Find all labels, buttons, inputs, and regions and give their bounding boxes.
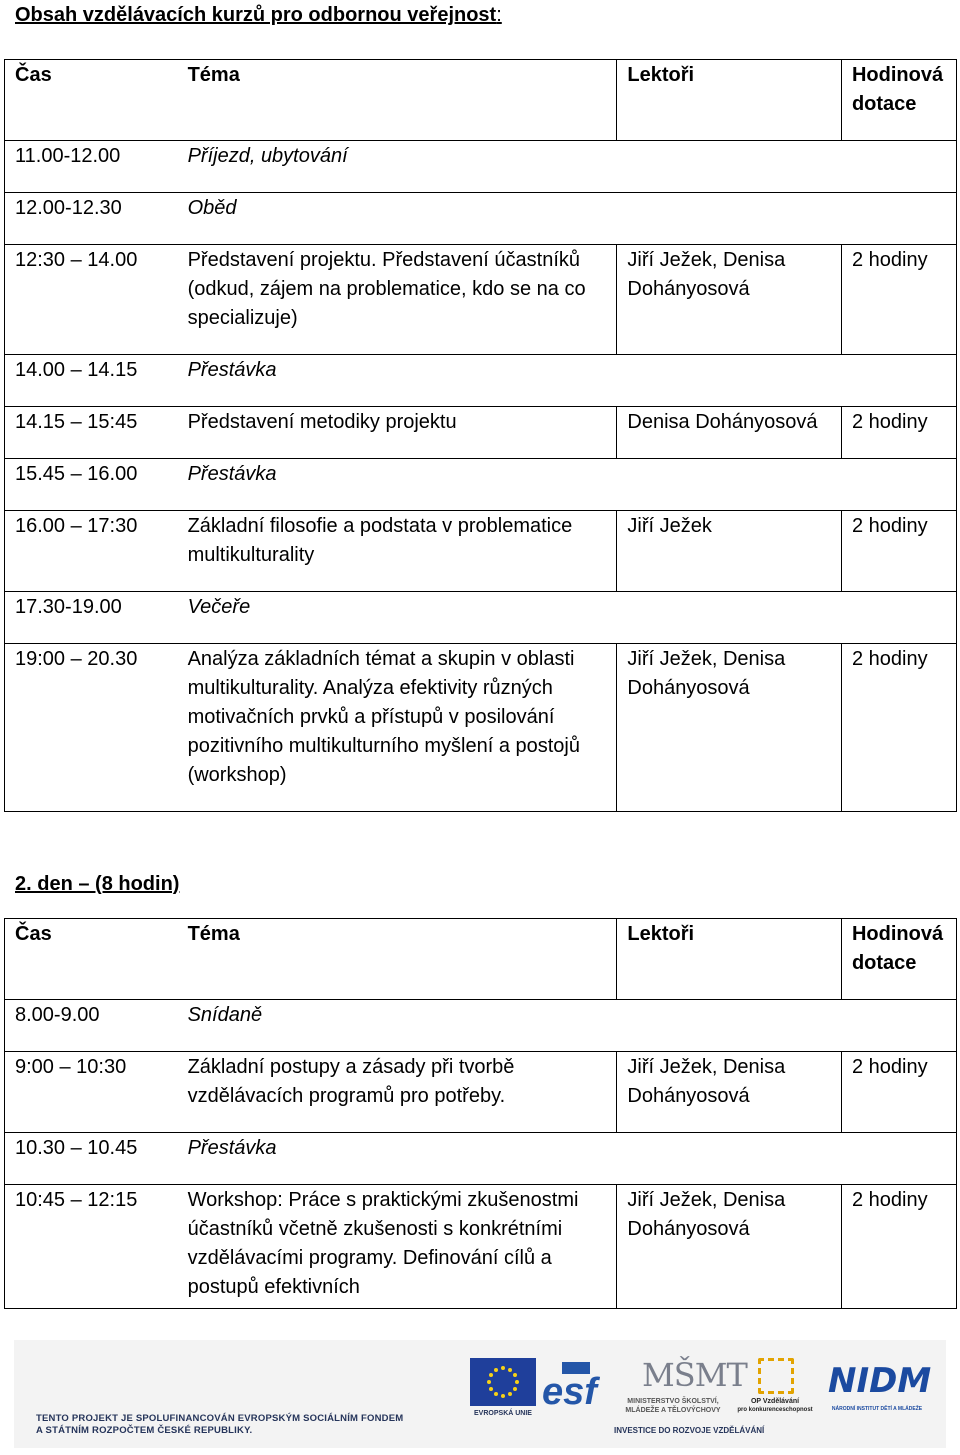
section2-title: 2. den – (8 hodin) <box>15 873 180 895</box>
cell-lecturers: Jiří Ježek, Denisa Dohányosová <box>617 245 842 355</box>
table-row <box>5 355 957 407</box>
cell-lecturers <box>617 1000 842 1052</box>
table-row <box>5 1133 957 1185</box>
cell-topic: Základní postupy a zásady při tvorbě vzdělávacích programů pro potřeby. <box>178 1052 617 1133</box>
cell-lecturers <box>617 459 842 511</box>
cell-time: 11.00-12.00 <box>5 141 178 193</box>
header-lecturers: Lektoři <box>617 60 842 141</box>
msmt-logo-text: MŠMT <box>642 1356 747 1394</box>
header-topic: Téma <box>178 919 617 1000</box>
header-time: Čas <box>5 919 178 1000</box>
eu-caption: EVROPSKÁ UNIE <box>474 1410 532 1417</box>
cell-lecturers <box>617 1133 842 1185</box>
nidm-logo <box>822 1358 932 1418</box>
cell-topic: Příjezd, ubytování <box>178 141 617 193</box>
table-row <box>5 1185 957 1309</box>
op-caption-2: pro konkurenceschopnost <box>737 1407 813 1413</box>
table-header-row <box>5 919 957 1000</box>
esf-logo <box>542 1362 602 1414</box>
cell-time: 19:00 – 20.30 <box>5 644 178 812</box>
cell-lecturers: Denisa Dohányosová <box>617 407 842 459</box>
cell-time: 17.30-19.00 <box>5 592 178 644</box>
cell-lecturers <box>617 592 842 644</box>
cell-time: 8.00-9.00 <box>5 1000 178 1052</box>
cell-topic: Večeře <box>178 592 617 644</box>
op-vk-logo <box>736 1358 814 1418</box>
cell-hours <box>841 1000 956 1052</box>
cell-time: 14.15 – 15:45 <box>5 407 178 459</box>
cell-lecturers <box>617 193 842 245</box>
cell-time: 12:30 – 14.00 <box>5 245 178 355</box>
cell-topic: Přestávka <box>178 355 617 407</box>
table-row <box>5 141 957 193</box>
cell-lecturers <box>617 355 842 407</box>
cell-hours: 2 hodiny <box>841 245 956 355</box>
header-topic: Téma <box>178 60 617 141</box>
cell-hours <box>841 141 956 193</box>
table-row <box>5 592 957 644</box>
cell-lecturers: Jiří Ježek, Denisa Dohányosová <box>617 1052 842 1133</box>
msmt-logo <box>618 1356 747 1416</box>
footer-text-line: A STÁTNÍM ROZPOČTEM ČESKÉ REPUBLIKY. <box>36 1425 253 1436</box>
cell-lecturers: Jiří Ježek <box>617 511 842 592</box>
cell-topic: Přestávka <box>178 1133 617 1185</box>
cell-hours <box>841 193 956 245</box>
nidm-logo-text: NIDM <box>828 1361 932 1401</box>
cell-hours: 2 hodiny <box>841 407 956 459</box>
esf-logo-text: esf <box>542 1371 597 1413</box>
msmt-caption-1: MINISTERSTVO ŠKOLSTVÍ, <box>627 1398 719 1405</box>
table-row <box>5 511 957 592</box>
cell-lecturers: Jiří Ježek, Denisa Dohányosová <box>617 1185 842 1309</box>
header-hours: Hodinová dotace <box>841 60 956 141</box>
cell-hours <box>841 1133 956 1185</box>
cell-topic: Analýza základních témat a skupin v oblasti multikulturality. Analýza efektivity různých motivačních prvků a přístupů v posilování pozitivního multikulturního myšlení a postojů (workshop) <box>178 644 617 812</box>
cell-time: 16.00 – 17:30 <box>5 511 178 592</box>
cell-topic: Představení metodiky projektu <box>178 407 617 459</box>
table-row <box>5 644 957 812</box>
header-hours: Hodinová dotace <box>841 919 956 1000</box>
header-lecturers: Lektoři <box>617 919 842 1000</box>
cell-topic: Přestávka <box>178 459 617 511</box>
eu-flag-logo <box>470 1358 536 1406</box>
cell-topic: Základní filosofie a podstata v problematice multikulturality <box>178 511 617 592</box>
table-header-row <box>5 60 957 141</box>
cell-topic: Workshop: Práce s praktickými zkušenostmi účastníků včetně zkušenosti s konkrétními vzdělávacími programy. Definování cílů a postupů efektivních <box>178 1185 617 1309</box>
table-row <box>5 1052 957 1133</box>
cell-time: 10.30 – 10.45 <box>5 1133 178 1185</box>
footer-logos <box>14 1340 946 1448</box>
footer-funding-text <box>36 1413 403 1437</box>
cell-topic: Představení projektu. Představení účastníků (odkud, zájem na problematice, kdo se na co specializuje) <box>178 245 617 355</box>
cell-hours: 2 hodiny <box>841 511 956 592</box>
cell-hours <box>841 459 956 511</box>
cell-time: 12.00-12.30 <box>5 193 178 245</box>
op-vk-emblem <box>758 1358 794 1394</box>
cell-time: 15.45 – 16.00 <box>5 459 178 511</box>
cell-hours <box>841 355 956 407</box>
cell-topic: Snídaně <box>178 1000 617 1052</box>
cell-time: 10:45 – 12:15 <box>5 1185 178 1309</box>
table-row <box>5 459 957 511</box>
cell-hours: 2 hodiny <box>841 1052 956 1133</box>
footer-bottom-text: INVESTICE DO ROZVOJE VZDĚLÁVÁNÍ <box>614 1426 765 1435</box>
footer-text-line: TENTO PROJEKT JE SPOLUFINANCOVÁN EVROPSKÝM SOCIÁLNÍM FONDEM <box>36 1413 404 1424</box>
section1-title: Obsah vzdělávacích kurzů pro odbornou veřejnost: <box>15 4 502 26</box>
schedule-table-day1 <box>4 59 957 812</box>
cell-hours: 2 hodiny <box>841 1185 956 1309</box>
msmt-caption-2: MLÁDEŽE A TĚLOVÝCHOVY <box>625 1407 721 1414</box>
schedule-table-day2 <box>4 918 957 1309</box>
table-row <box>5 407 957 459</box>
cell-topic: Oběd <box>178 193 617 245</box>
table-row <box>5 193 957 245</box>
cell-hours <box>841 592 956 644</box>
cell-time: 14.00 – 14.15 <box>5 355 178 407</box>
header-time: Čas <box>5 60 178 141</box>
cell-lecturers: Jiří Ježek, Denisa Dohányosová <box>617 644 842 812</box>
op-caption-1: OP Vzdělávání <box>750 1398 800 1405</box>
nidm-caption: NÁRODNÍ INSTITUT DĚTÍ A MLÁDEŽE <box>831 1406 923 1412</box>
cell-hours: 2 hodiny <box>841 644 956 812</box>
table-row <box>5 245 957 355</box>
table-row <box>5 1000 957 1052</box>
eu-flag-background <box>470 1358 536 1406</box>
cell-lecturers <box>617 141 842 193</box>
cell-time: 9:00 – 10:30 <box>5 1052 178 1133</box>
